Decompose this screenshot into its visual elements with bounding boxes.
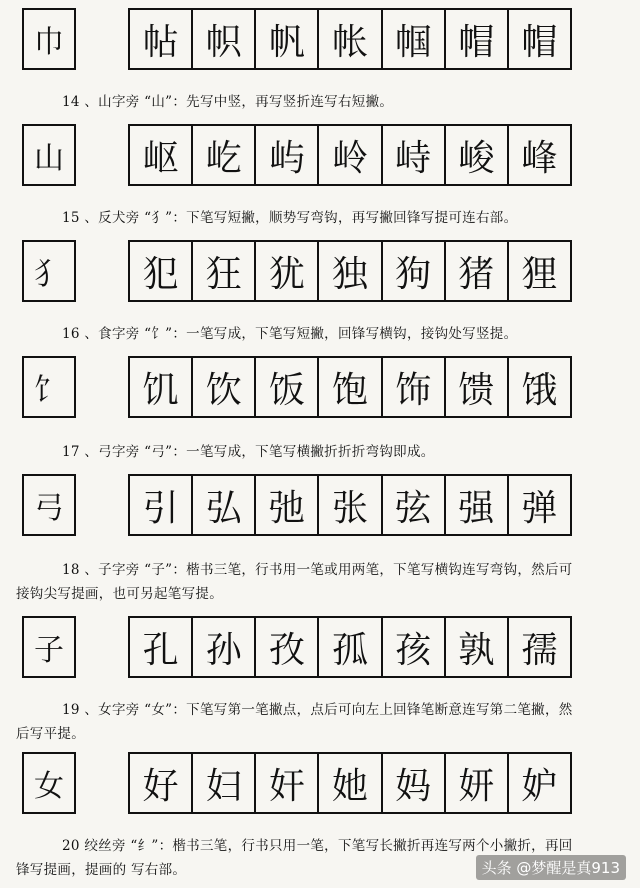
example-char: 弦 — [383, 476, 446, 534]
example-char: 张 — [319, 476, 382, 534]
example-char: 帜 — [193, 10, 256, 68]
radical-row-7 — [0, 752, 640, 816]
radical-row-5 — [0, 474, 640, 538]
example-char: 狂 — [193, 242, 256, 300]
example-char: 强 — [446, 476, 509, 534]
example-char: 犹 — [256, 242, 319, 300]
radical-row-4 — [0, 356, 640, 420]
example-char: 峰 — [521, 137, 558, 179]
example-char: 饱 — [319, 358, 382, 416]
example-char: 饰 — [383, 358, 446, 416]
instruction-14 — [0, 90, 640, 114]
example-char: 峙 — [383, 126, 446, 184]
example-char: 弘 — [193, 476, 256, 534]
example-characters — [128, 356, 572, 418]
radical-box: 弓 — [22, 474, 76, 536]
radical-box: 巾 — [22, 8, 76, 70]
example-char: 屹 — [193, 126, 256, 184]
instruction-18 — [0, 558, 640, 606]
radical-row-6 — [0, 616, 640, 680]
radical-row-3 — [0, 240, 640, 304]
example-char: 猪 — [446, 242, 509, 300]
radical-box: 犭 — [22, 240, 76, 302]
example-char: 独 — [319, 242, 382, 300]
radical-row-2 — [0, 124, 640, 188]
instruction-15 — [0, 206, 640, 230]
example-char: 岭 — [319, 126, 382, 184]
example-char: 馈 — [446, 358, 509, 416]
example-char: 好 — [130, 754, 193, 812]
example-char: 饭 — [256, 358, 319, 416]
example-char: 孰 — [446, 618, 509, 676]
example-characters — [128, 124, 572, 186]
instruction-text: 16 、食字旁 “饣”：一笔写成，下笔写短撇，回锋写横钩，接钩处写竖提。 — [62, 326, 518, 342]
instruction-text: 20 绞丝旁 “纟”：楷书三笔，行书只用一笔，下笔写长撇折再连写两个小撇折，再回 — [62, 838, 573, 854]
example-characters — [128, 240, 572, 302]
example-char: 孜 — [256, 618, 319, 676]
radical-row-1 — [0, 8, 640, 72]
example-char: 饮 — [193, 358, 256, 416]
example-characters — [128, 616, 572, 678]
example-char: 帐 — [319, 10, 382, 68]
instruction-text: 15 、反犬旁 “犭”：下笔写短撇，顺势写弯钩，再写撇回锋写提可连右部。 — [62, 210, 518, 226]
example-characters — [128, 8, 572, 70]
example-char: 帼 — [383, 10, 446, 68]
instruction-19 — [0, 698, 640, 746]
example-characters — [128, 474, 572, 536]
example-char: 妈 — [383, 754, 446, 812]
example-char: 她 — [319, 754, 382, 812]
example-characters — [128, 752, 572, 814]
example-char: 弛 — [256, 476, 319, 534]
example-char: 犯 — [130, 242, 193, 300]
example-char: 奸 — [256, 754, 319, 812]
example-char: 帽 — [446, 10, 509, 68]
instruction-16 — [0, 322, 640, 346]
example-char: 孙 — [193, 618, 256, 676]
instruction-text: 17 、弓字旁 “弓”：一笔写成，下笔写横撇折折折弯钩即成。 — [62, 444, 435, 460]
instruction-text: 14 、山字旁 “山”：先写中竖，再写竖折连写右短撇。 — [62, 94, 394, 110]
example-char: 孔 — [130, 618, 193, 676]
example-char: 饥 — [130, 358, 193, 416]
source-watermark: 头条 @梦醒是真913 — [476, 855, 626, 880]
example-char: 孩 — [383, 618, 446, 676]
example-char: 狗 — [383, 242, 446, 300]
instruction-text: 后写平提。 — [16, 726, 85, 742]
example-char: 帽 — [521, 21, 558, 63]
example-char: 帖 — [130, 10, 193, 68]
example-char: 妇 — [193, 754, 256, 812]
radical-box: 女 — [22, 752, 76, 814]
example-char: 妍 — [446, 754, 509, 812]
example-char: 孺 — [521, 629, 558, 671]
instruction-text: 18 、子字旁 “子”：楷书三笔，行书用一笔或用两笔，下笔写横钩连写弯钩，然后可 — [62, 562, 573, 578]
radical-box: 子 — [22, 616, 76, 678]
example-char: 狸 — [521, 253, 558, 295]
instruction-text: 19 、女字旁 “女”：下笔写第一笔撇点，点后可向左上回锋笔断意连写第二笔撇，然 — [62, 702, 573, 718]
example-char: 引 — [130, 476, 193, 534]
instruction-text: 接钩尖写提画，也可另起笔写提。 — [16, 586, 223, 602]
example-char: 妒 — [521, 765, 558, 807]
radical-box: 饣 — [22, 356, 76, 418]
example-char: 峻 — [446, 126, 509, 184]
radical-box: 山 — [22, 124, 76, 186]
instruction-17 — [0, 440, 640, 464]
example-char: 弹 — [521, 487, 558, 529]
example-char: 饿 — [521, 369, 558, 411]
example-char: 孤 — [319, 618, 382, 676]
example-char: 帆 — [256, 10, 319, 68]
example-char: 屿 — [256, 126, 319, 184]
instruction-text: 锋写提画，提画的 写右部。 — [16, 862, 187, 878]
example-char: 岖 — [130, 126, 193, 184]
